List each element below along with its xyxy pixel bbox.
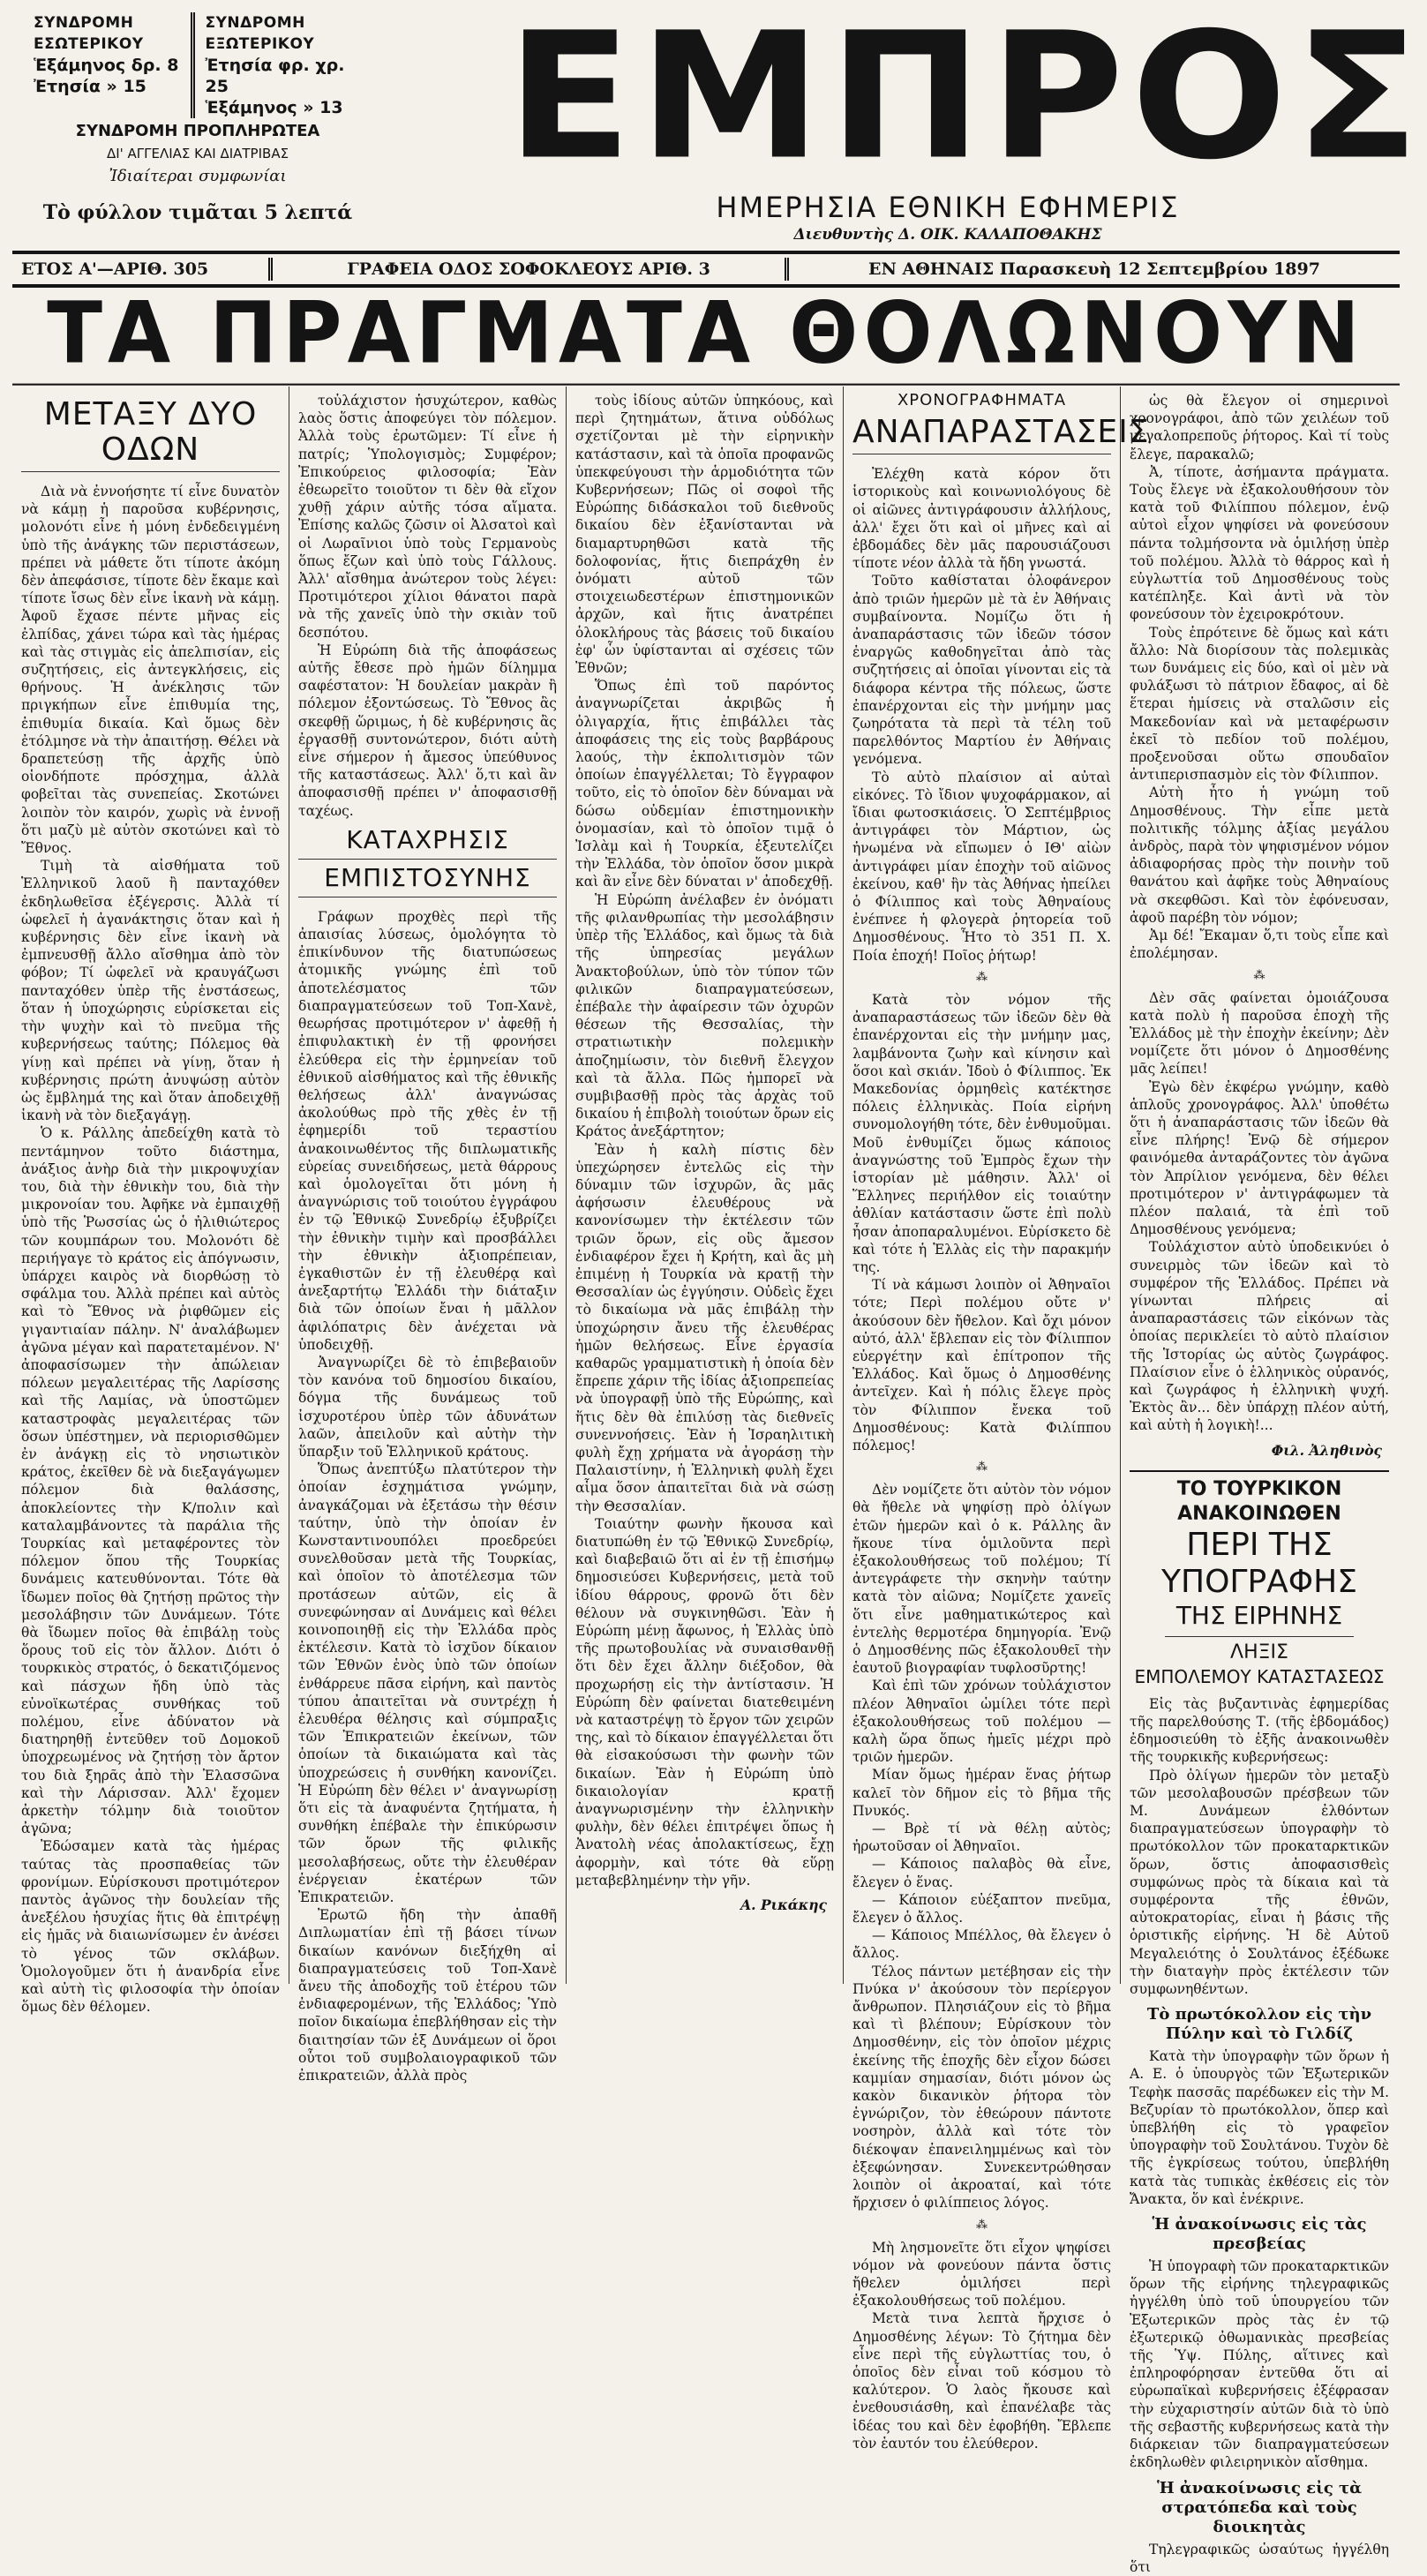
paragraph: Τέλος πάντων μετέβησαν εἰς τὴν Πνύκα ν' ἀκούσουν τὸν περίεργον ἄνθρωπον. Πλησιάζουν εἰς τὸ βῆμα καὶ τὶ βλέπουν; Εὑρίσκουν τὸν Δημοσθένην, εἰς τὸν ὁποῖον μέχρις ἐκείνης τῆς ἐποχῆς δὲν εἶχον δώσει καμμίαν σημασίαν, διότι μόνον ὡς κακὸν δικανικὸν ῥήτορα τὸν ἐγνώριζον, τὸν ἐθεώρουν πάντοτε νοσηρὸν, ἀλλὰ καὶ τότε τὸν διέκοψαν ἐπανειλημμένως καὶ τὸν ἐξεφώνησαν. Συνεκεντρώθησαν λοιπὸν οἱ ἀκροαταί, καὶ τότε ἤρχισεν ὁ φιλίππειος λόγος.: [852, 1963, 1111, 2212]
paragraph: Μίαν ὅμως ἡμέραν ἕνας ῥήτωρ καλεῖ τὸν δῆμον εἰς τὸ βῆμα τῆς Πνυκός.: [852, 1767, 1111, 1819]
newspaper-logo: ΕΜΠΡΟΣ: [507, 0, 1427, 199]
paragraph: Τιμὴ τὰ αἰσθήματα τοῦ Ἑλληνικοῦ λαοῦ ἢ πανταχόθεν ἐκδηλωθεῖσα ἐξέγερσις. Ἀλλὰ τί ὠφελεῖ ἡ ἀγανάκτησις ὅταν καὶ ἡ κυβέρνησις δὲν εἶνε ἱκανὴ νὰ ἐμπνευσθῇ ἄλλο αἴσθημα ἀπὸ τὸν φόβον; Τί ὠφελεῖ νὰ κραυγάζωσι πανταχόθεν ὑπὲρ τῆς ἐνστάσεως, ὅταν ἡ ὑποχώρησις εὑρίσκεται εἰς τὴν ψυχὴν καὶ τὸ πνεῦμα τῆς κυβερνήσεως ταύτης; Πόλεμος θὰ γίνῃ καὶ πρέπει νὰ γίνῃ, ὅταν ἡ κυβέρνησις πρώτη ἀνυψώσῃ αὐτὸν ὡς ἔμβλημά της καὶ ὅταν ἀποδειχθῇ ἱκανὴ νὰ τὸν διεξαγάγῃ.: [21, 858, 280, 1124]
column-4: [844, 387, 1150, 2452]
paragraph: Αὐτὴ ἦτο ἡ γνώμη τοῦ Δημοσθένους. Τὴν εἶπε μετὰ πολιτικῆς τόλμης ἀξίας μεγάλου ἀνδρὸς, παρὰ τὸν ψηφισμένον νόμον ἀδιαφορήσας πρὸς τὴν ποινὴν τοῦ θανάτου καὶ ἀφῆκε τοὺς Ἀθηναίους νὰ σκεφθῶσι. Καὶ τὸν ἐφόνευσαν, ἀφοῦ παρέβη τὸν νόμον;: [1130, 785, 1389, 926]
article-title-block: [1130, 1470, 1389, 1688]
article-title-line: ΠΕΡΙ ΤΗΣ ΥΠΟΓΡΑΦΗΣ: [1161, 1526, 1357, 1600]
article-title-line: ΤΟ ΤΟΥΡΚΙΚΟΝ ΑΝΑΚΟΙΝΩΘΕΝ: [1176, 1477, 1342, 1525]
paragraph: Δὲν σᾶς φαίνεται ὁμοιάζουσα κατὰ πολὺ ἡ παροῦσα ἐποχὴ τῆς Ἑλλάδος μὲ τὴν ἐποχὴν ἐκείνην; Δὲν νομίζετε ὅτι μόνον ὁ Δημοσθένης μᾶς λείπει!: [1130, 989, 1389, 1078]
subscription-exterior-title: ΣΥΝΔΡΟΜΗ ΕΞΩΤΕΡΙΚΟΥ: [205, 14, 315, 53]
subheading: Ἡ ἀνακοίνωσις εἰς τὰ στρατόπεδα καὶ τοὺς διοικητὰς: [1156, 2478, 1363, 2536]
subheading: Ἡ ἀνακοίνωσις εἰς τὰς πρεσβείας: [1152, 2215, 1367, 2254]
paragraph: Τοῦτο καθίσταται ὁλοφάνερον ἀπὸ τριῶν ἡμερῶν μὲ τὰ ἐν Ἀθήναις συμβαίνοντα. Νομίζω ὅτι ἡ ἀναπαράστασις τῶν ἰδεῶν τόσον ἐναργῶς καθοδηγεῖται ἀπὸ τὰς συζητήσεις αἱ ὁποῖαι γίνονται εἰς τὰ διάφορα κέντρα τῆς πόλεως, ὥστε ἐπανέρχονται εἰς τὴν μνήμην μας ζωηρότατα τὰ περὶ τὰ τέλη τοῦ παρελθόντος Μαρτίου ἐν Ἀθήναις γενόμενα.: [852, 573, 1111, 768]
paragraph: Πρὸ ὀλίγων ἡμερῶν τὸν μεταξὺ τῶν μεσολαβουσῶν πρέσβεων τῶν Μ. Δυνάμεων ἐλθόντων διαπραγματεύσεων ὑπογραφὴν τὸ πρωτόκολλον τῶν προκαταρκτικῶν ὅρων, ὅστις ἀποφασισθεὶς συμφώνως πρὸς τὰ δίκαια καὶ τὰ συμφέροντα τῆς ἐθνῶν, αὐτοκρατορίας, εἶναι ἡ βάσις τῆς ὁριστικῆς εἰρήνης. Ἡ δὲ Αὐτοῦ Μεγαλειότης ὁ Σουλτάνος ἐξέδωκε τὴν διαταγὴν πρὸς ἐκτέλεσιν τῶν συμφωνηθέντων.: [1130, 1767, 1389, 1998]
paragraph: Τοιαύτην φωνὴν ἤκουσα καὶ διατυπώθη ἐν τῷ Ἐθνικῷ Συνεδρίῳ, καὶ διαβεβαιῶ ὅτι αἱ ἐν τῇ ἐπισήμῳ δημοσιεύσει Κυβερνήσεις, μετὰ τοῦ ἰδίου θάρρους, φρονῶ ὅτι δὲν θέλουν νὰ συγκινηθῶσι. Ἐὰν ἡ Εὐρώπη μένῃ ἄφωνος, ἡ Ἑλλὰς ὑπὸ τῆς πρωτοβουλίας νὰ συναισθανθῇ ὅτι δὲν ἔχει ἄλλην διέξοδον, θὰ προχωρήσῃ εἰς τὴν ἀντίστασιν. Ἡ Εὐρώπη δὲν φαίνεται διατεθειμένη νὰ καταστρέψῃ τὸ ἔργον τῶν χειρῶν της, καὶ τὸ δίκαιον ἐπαγγέλλεται ὅτι θὰ εἰσακούσωσι τὴν φωνὴν τῶν δικαίων. Ἐὰν ἡ Εὐρώπη ὑπὸ δικαιολογίαν κρατῇ ἀναγνωρισμένην τὴν ἑλληνικὴν φυλὴν, δὲν θέλει ἐπιτρέψει ὅπως ἡ Ἀνατολὴ νέας ἀπολακτίσεως, ἔχῃ ἀφορμὴν, καὶ τότε θὰ εὕρῃ μεταβεβλημένην τὴν γῆν.: [575, 1515, 834, 1889]
ads-notice: ΔΙ' ΑΓΓΕΛΙΑΣ ΚΑΙ ΔΙΑΤΡΙΒΑΣ: [106, 146, 289, 161]
paragraph: Ἐγὼ δὲν ἐκφέρω γνώμην, καθὸ ἁπλοῦς χρονογράφος. Ἀλλ' ὑποθέτω ὅτι ἡ ἀναπαράστασις τῶν ἰδεῶν θὰ εἶνε πλήρης! Ἐνῷ δὲ σήμερον φαινόμεθα ἀνταράζοντες τὸν ἀγῶνα τὸν Ἀπρίλιον γενόμενα, δὲν θέλει προτιμότερον ν' ἀντιγράφωμεν τὰ πλέον παλαιά, τὰ ἐπὶ τοῦ Δημοσθένους γενόμενα;: [1130, 1078, 1389, 1238]
paragraph: Ἐλέχθη κατὰ κόρον ὅτι ἱστορικοὺς καὶ κοινωνιολόγους δὲ οἱ αἰῶνες ἀντιγράφουσιν ἀλλήλους, ἀλλ' ἔχει ὅτι καὶ οἱ μῆνες καὶ αἱ ἑβδομάδες δὲν μᾶς παρουσιάζουσι τίποτε νέον ἀλλὰ τὰ ἤδη γνωστά.: [852, 466, 1111, 572]
paragraph: ὡς θὰ ἔλεγον οἱ σημερινοὶ χρονογράφοι, ἀπὸ τῶν χειλέων τοῦ μεγαλοπρεποῦς ῥήτορος. Καὶ τί τοὺς ἔλεγε, παρακαλῶ;: [1130, 393, 1389, 462]
paragraph: Τὸ αὐτὸ πλαίσιον αἱ αὐταὶ εἰκόνες. Τὸ ἴδιον ψυχοφάρμακον, αἱ ἴδιαι φωτοσκιάσεις. Ὁ Σεπτέμβριος ἀντιγράφει τὸν Μάρτιον, ὡς ἠνωμένα νὰ εἴπωμεν ὁ ΙΘ' αἰὼν ἀντιγράφει μίαν ἐποχὴν τοῦ αἰῶνος ἐκείνου, καθ' ἣν τὰς Ἀθήνας ἠπείλει ὁ Φίλιππος καὶ τοὺς Ἀθηναίους ἐνέπνεε ἡ φλογερὰ ῥητορεία τοῦ Δημοσθένους. Ἦτο τὸ 351 Π. Χ. Ποία ἐποχή! Ποῖος ῥήτωρ!: [852, 769, 1111, 964]
column-1: [12, 387, 289, 2016]
office-address: ΓΡΑΦΕΙΑ ΟΔΟΣ ΣΟΦΟΚΛΕΟΥΣ ΑΡΙΘ. 3: [347, 259, 710, 279]
paragraph: Ἐὰν ἡ καλὴ πίστις δὲν ὑπεχώρησεν ἐντελῶς εἰς τὴν δύναμιν τῶν ἰσχυρῶν, ἂς μᾶς ἀφήσωσιν ἐλευθέρους νὰ κανονίσωμεν τὴν ἐκτέλεσιν τῶν τριῶν ὅρων, εἰς οὓς ἄμεσον ἐνδιαφέρον ἔχει ἡ Κρήτη, καὶ ἂς μὴ ἐπιμένῃ ἡ Τουρκία νὰ κρατῇ τὴν Θεσσαλίαν ὡς ἐγγύησιν. Οὐδεὶς ἔχει τὸ δικαίωμα νὰ μᾶς ἐπιβάλῃ τὴν ὑποχώρησιν ἄνευ τῆς ἐλευθέρας ἡμῶν θελήσεως. Εἶνε ἐργασία καθαρῶς γραμματιστικὴ ἡ ὁποία δὲν ἔπρεπε χάριν τῆς ἰδίας ἀξιοπρεπείας νὰ ὑπογραφῇ ὑπὸ τῆς Εὐρώπης, καὶ ἥτις δὲν θὰ ἐπιλύσῃ τὰς διεθνεῖς συνεννοήσεις. Ἐὰν ἡ Ἰσραηλιτικὴ φυλὴ ἔχῃ χρήματα νὰ ἀγοράσῃ τὴν Παλαιστίνην, ἡ Ἑλληνικὴ φυλὴ ἔχει αἷμα ὅσον ἀπαιτεῖται διὰ νὰ σώσῃ τὴν Θεσσαλίαν.: [575, 1141, 834, 1514]
article-title-line: ΚΑΤΑΧΡΗΣΙΣ: [346, 824, 509, 854]
paragraph: Μετὰ τινα λεπτὰ ἤρχισε ὁ Δημοσθένης λέγων: Τὸ ζήτημα δὲν εἶνε περὶ τῆς εὐγλωττίας του, ὁ ὁποῖος δὲν εἶναι τοῦ κόσμου τὸ καλύτερον. Ὁ λαὸς ἤκουσε καὶ ἐνεθουσιάσθη, καὶ ἐπανέλαβε τὰς ἰδέας του καὶ δὲν ἐφοβήθη. Ἔβλεπε τὸν ἑαυτόν του ἐλεύθερον.: [852, 2310, 1111, 2452]
article-title-line: ΤΗΣ ΕΙΡΗΝΗΣ: [1175, 1600, 1343, 1630]
paragraph: Ἀναγνωρίζει δὲ τὸ ἐπιβεβαιοῦν τὸν κανόνα τοῦ δημοσίου δικαίου, δόγμα τῆς δυνάμεως τοῦ ἰσχυροτέρου ὑπὲρ τῶν ἀδυνάτων λαῶν, ἀπειλοῦν καὶ αὐτὴν τὴν ὕπαρξιν τοῦ Ἑλληνικοῦ κράτους.: [298, 1354, 557, 1460]
main-headline: ΤΑ ΠΡΑΓΜΑΤΑ ΘΟΛΩΝΟΥΝ: [12, 285, 1400, 385]
subscription-interior: [34, 12, 191, 118]
paragraph: Ἡ Εὐρώπη ἀνέλαβεν ἐν ὀνόματι τῆς φιλανθρωπίας τὴν μεσολάβησιν ὑπὲρ τῆς Ἑλλάδος, καὶ ὅμως τὰ διὰ τῆς ὑπηρεσίας μεγάλων Ἀνακτοβούλων, ὑπὸ τὸν τύπον τῶν φιλικῶν διαπραγματεύσεων, ἐπέβαλε τὴν ἀφαίρεσιν τῶν ὁχυρῶν θέσεων τῆς Θεσσαλίας, τὴν στρατιωτικὴν πολεμικὴν ἀποζημίωσιν, τὸν διεθνῆ ἔλεγχον καὶ τὰ ἄλλα. Πῶς ἠμπορεῖ νὰ συμβιβασθῇ πρὸς τὰς ἀρχὰς τοῦ δικαίου ἡ ἐπιβολὴ τοιούτων ὅρων εἰς Κράτος ἀνεξάρτητον;: [575, 891, 834, 1140]
article-columns: [12, 387, 1400, 2575]
paragraph: Τηλεγραφικῶς ὡσαύτως ἠγγέλθη ὅτι: [1130, 2541, 1389, 2575]
paragraph: Κατὰ τὴν ὑπογραφὴν τῶν ὅρων ἡ Α. Ε. ὁ ὑπουργὸς τῶν Ἐξωτερικῶν Τεφὴκ πασσᾶς παρέδωκεν εἰς τὴν Μ. Βεζυρίαν τὸ πρωτόκολλον, ὅπερ καὶ ὑπεβλήθη εἰς τὸ γραφεῖον ὑπογραφὴν τοῦ Σουλτάνου. Τυχὸν δὲ τῆς ἐγκρίσεως τούτου, ὑπεβλήθη κατὰ τὰς τυπικὰς ἐκθέσεις εἰς τὸν Ἄνακτα, ὅν καὶ ἐνέκρινε.: [1130, 2048, 1389, 2207]
section-kicker: ΧΡΟΝΟΓΡΑΦΗΜΑΤΑ: [897, 391, 1067, 409]
paragraph: Ὁ κ. Ράλλης ἀπεδείχθη κατὰ τὸ πεντάμηνον τοῦτο διάστημα, ἀνάξιος ἀνὴρ διὰ τὴν μικροψυχίαν του, διὰ τὴν ἐθνικὴν του, διὰ τὴν μικρονοίαν του. Ἀφῆκε νὰ ἐμπαιχθῇ ὑπὸ τῆς Ῥωσσίας ὡς ὁ ἠλιθιώτερος τῶν κουμπάρων του. Μολονότι δὲ περιήγαγε τὸ κράτος εἰς ἀπόγνωσιν, ὑπάρχει καιρὸς νὰ διορθώσῃ τὸ σφάλμα του. Ἀλλὰ πρέπει καὶ αὐτὸς καὶ τὸ Ἔθνος νὰ ῥιφθῶμεν εἰς γιγαντιαίαν πάλην. Ν' ἀναλάβωμεν ἀγῶνα μέγαν καὶ παρατεταμένον. Ν' ἀποφασίσωμεν τὴν ἀπώλειαν πόλεων μεγαλειτέρας τῆς Λαρίσσης καὶ τῆς Λαμίας, νὰ ὑποστῶμεν καταστροφὰς μεγαλειτέρας τῶν ὅσων ὑπέστημεν, νὰ περιορισθῶμεν ἐν ἀνάγκῃ εἰς τὸ νησιωτικὸν κράτος, ἐκεῖθεν δὲ νὰ διεξαγάγωμεν πόλεμον διὰ θαλάσσης, ἀποκλείοντες τὴν Κ/πολιν καὶ καταλαμβάνοντες τὰ παράλια τῆς Τουρκίας καὶ μεταφέροντες τὸν πόλεμον ὅπου τῆς Τουρκίας δυνάμεις κατευθύνονται. Τότε θὰ ἴδωμεν ποῖος θὰ ζητήσῃ πρῶτος τὴν μεσολάβησιν τῶν Δυνάμεων. Τότε θὰ ἴδωμεν ποῖος θὰ ἐπιβάλῃ τοὺς ὅρους τοῦ εἰς τὸν ἄλλον. Διότι ὁ τουρκικὸς στρατός, ὁ δεκατιζόμενος καὶ πάσχων ἤδη ὑπὸ τὰς εὐνοϊκωτέρας συνθήκας τοῦ πολέμου, εἶνε ἀδύνατον νὰ διατηρηθῇ ἐντεῦθεν τοῦ Δομοκοῦ ὑποχρεωμένος νὰ ζητήσῃ τὸν ἄρτον του διὰ ξηρᾶς ἀπὸ τὴν Ἐλασσῶνα καὶ τὴν Λάρισσαν. Ἀλλ' ἔχομεν ἀρκετὴν τόλμην διὰ τοιοῦτον ἀγῶνα;: [21, 1125, 280, 1837]
paragraph: Γράφων προχθὲς περὶ τῆς ἀπαισίας λύσεως, ὁμολόγητα τὸ ἐπικίνδυνον τῆς διατυπώσεως ἀτομικῆς γνώμης ἐπὶ τοῦ ἀποτελέσματος τῶν διαπραγματεύσεων τοῦ Τοπ-Χανὲ, θεωρήσας προτιμότερον ν' ἀφεθῇ ἡ ἐπιφυλακτικὴ ἐν τῇ φρονήσει ἐλεύθερα εἰς τὴν ἑρμηνείαν τοῦ ἐθνικοῦ αἰσθήματος καὶ τῆς ἐθνικῆς θελήσεως ἀλλ' ἀναγνώσας ἀκολούθως πρὸ τῆς χθὲς ἐν τῇ ἐφημερίδι τοῦ τεραστίου ἀνακοινωθέντος τῆς διπλωματικῆς εὐρείας συνειδήσεως, μετὰ θάρρους καὶ ὁμολογεῖται ὅτι μόνη ἡ ἀναγνώρισις τοῦ τοιούτου ἐγγράφου ἐν τῷ Ἐθνικῷ Συνεδρίῳ ἐξυβρίζει τὴν ἐθνικὴν τιμὴν καὶ προσβάλλει τὴν ἐθνικὴν ἀξιοπρέπειαν, ἐγκαθιστῶν ἐν τῇ ἐλευθέρᾳ καὶ ἀνεξαρτήτῳ Ἑλλάδι τὴν διάταξιν διὰ τῶν ὁποίων ἔναι ἡ μᾶλλον ἀφιλόπατρις δὲν ἀνέχεται νὰ ὑποδειχθῇ.: [298, 908, 557, 1353]
paragraph: Ἀμ δέ! Ἔκαμαν ὅ,τι τοὺς εἶπε καὶ ἐπολέμησαν.: [1130, 928, 1389, 962]
subscription-interior-year: Ἐτησία » 15: [34, 77, 146, 96]
article-title: ΜΕΤΑΞΥ ΔΥΟ ΟΔΩΝ: [21, 397, 280, 472]
paragraph: Τί νὰ κάμωσι λοιπὸν οἱ Ἀθηναῖοι τότε; Περὶ πολέμου οὔτε ν' ἀκούσουν δὲν ἤθελον. Καὶ ὄχι μόνον αὐτό, ἀλλ' ἔβλεπαν εἰς τὸν Φίλιππον εὐεργέτην καὶ ἐπίτροπον τῆς Ἑλλάδος. Καὶ ὅμως ὁ Δημοσθένης ἀντεῖχεν. Καὶ ἡ πόλις ἔλεγε πρὸς τὸν Φίλιππον ἔνεκα τοῦ Δημοσθένους: Κατὰ Φιλίππου πόλεμος!: [852, 1277, 1111, 1453]
article-title: [298, 825, 557, 897]
column-5: [1121, 387, 1398, 2575]
issue-price: Τὸ φύλλον τιμᾶται 5 λεπτά: [42, 201, 353, 224]
paragraph: Ἡ Εὐρώπη διὰ τῆς ἀποφάσεως αὐτῆς ἔθεσε πρὸ ἡμῶν δίλημμα σαφέστατον: Ἡ δουλείαν μακρὰν ἢ πόλεμον ἐξοντώσεως. Τὸ Ἔθνος ἂς σκεφθῇ ὥριμως, ἡ δὲ κυβέρνησις ἂς ἐργασθῇ συντονώτερον, διότι αὐτὴ εἶνε σήμερον ἡ ἄμεσος ὑπεύθυνος τῆς καταστάσεως. Ἀλλ' ὅ,τι καὶ ἂν ἀποφασισθῇ πρέπει ν' ἀποφασισθῇ ταχέως.: [298, 642, 557, 819]
paragraph: Ἐδώσαμεν κατὰ τὰς ἡμέρας ταύτας τὰς προσπαθείας τῶν φρονίμων. Εὑρίσκουσι προτιμότερον παντὸς ἀγῶνος τὴν δουλείαν τῆς ἀνεξέλου ἡσυχίας ἥτις θὰ ἐπιτρέψῃ εἰς ἡμᾶς νὰ διαιωνίσωμεν ἐν ἀνέσει τὸ γένος τῶν σκλάβων. Ὁμολογοῦμεν ὅτι ἡ ἀνανδρία εἶνε καὶ αὐτὴ τὶς φιλοσοφία τὴν ὁποίαν ὅμως δὲν θέλομεν.: [21, 1838, 280, 2016]
paragraph: — Βρὲ τί νὰ θέλῃ αὐτὸς; ἠρωτοῦσαν οἱ Ἀθηναῖοι.: [852, 1821, 1111, 1855]
paragraph: Διὰ νὰ ἐννοήσητε τί εἶνε δυνατὸν νὰ κάμῃ ἡ παροῦσα κυβέρνησις, μολονότι εἶνε ἡ μόνη ἐνδεδειγμένη ὑπὸ τῆς ἀνάγκης τῶν περιστάσεων, πρέπει νὰ μάθετε ὅτι τίποτε ἀκόμη δὲν ἀπεφάσισε, τίποτε δὲν ἔκαμε καὶ τίποτε ἴσως δὲν εἶνε ἱκανὴ νὰ κάμῃ. Ἀφοῦ ἔχασε πέντε μῆνας εἰς ἐλπίδας, χάνει τώρα καὶ τὰς ἡμέρας καὶ τὰς στιγμὰς εἰς ἀπελπισίαν, εἰς συζητήσεις, εἰς ἀντεγκλήσεις, εἰς θρήνους. Ἡ ἀνέκλησις τῶν πριγκήπων εἶνε ἐπιθυμία της, ἐπιθυμία δικαία. Καὶ ὅμως δὲν ἐτόλμησε νὰ τὴν ἀπαιτήσῃ. Θέλει νὰ δραπετεύσῃ τῆς ἀρχῆς ὑπὸ οἱονδήποτε πρόσχημα, ἀλλὰ φοβεῖται τὰς συνεπείας. Σκοτώνει λοιπὸν τὸν καιρόν, χωρὶς νὰ ἐννοῇ ὅτι μαζὺ μὲ αὐτὸν σκοτώνει καὶ τὸ Ἔθνος.: [21, 484, 280, 857]
newspaper-subtitle: ΗΜΕΡΗΣΙΑ ΕΘΝΙΚΗ ΕΦΗΜΕΡΙΣ: [716, 191, 1180, 224]
director-line: Διευθυντὴς Δ. ΟΙΚ. ΚΑΛΑΠΟΘΑΚΗΣ: [793, 226, 1102, 244]
column-3: [567, 387, 844, 1984]
subscription-info: [34, 12, 362, 224]
paragraph: Μὴ λησμονεῖτε ὅτι εἶχον ψηφίσει νόμον νὰ φονεύουν πάντα ὅστις ἤθελεν ὁμιλήσει περὶ ἐξακολουθήσεως τοῦ πολέμου.: [852, 2239, 1111, 2309]
issue-date: ΕΝ ΑΘΗΝΑΙΣ Παρασκευὴ 12 Σεπτεμβρίου 1897: [868, 259, 1320, 279]
paragraph: — Κάποιον εὐέξαπτον πνεῦμα, ἔλεγεν ὁ ἄλλος.: [852, 1891, 1111, 1926]
subscription-exterior: [191, 12, 363, 118]
asterism-divider: ⁂: [976, 1461, 988, 1475]
author-signature: Α. Ρικάκης: [740, 1896, 827, 1914]
paragraph: — Κάποιος παλαβὸς θὰ εἶνε, ἔλεγεν ὁ ἕνας.: [852, 1856, 1111, 1890]
subheading: Τὸ πρωτόκολλον εἰς τὴν Πύλην καὶ τὸ Γιλδίζ: [1146, 2005, 1372, 2044]
paragraph: Δὲν νομίζετε ὅτι αὐτὸν τὸν νόμον θὰ ἤθελε νὰ ψηφίσῃ πρὸ ὀλίγων ἐτῶν ἡμερῶν καὶ ὁ κ. Ράλλης ἂν ἤκουε τίνα ὁμιλοῦντα περὶ ἐξακολουθήσεως τοῦ πολέμου; Τί ἀντεγράφετε τὴν σκηνὴν ταύτην κατὰ τὸν αἰῶνα; Νομίζετε χανεῖς ὅτι εἶνε μαθηματικώτερος καὶ ἐντελὴς θερμοτέρα δημηγορία. Ἐνῷ ὁ Δημοσθένης πῶς ἐξακολουθεῖ τὴν ἑαυτοῦ βιογραφίαν τυφλοσῦρτης!: [852, 1482, 1111, 1677]
paragraph: τοὺς ἰδίους αὐτῶν ὑπηκόους, καὶ περὶ ζητημάτων, ἅτινα οὐδόλως σχετίζονται μὲ τὴν εἰρηνικὴν κατάστασιν, καὶ τὰ ὁποῖα προφανῶς ὑπεκφεύγουσι τὴν ἁρμοδιότητα τῶν Κυβερνήσεων; Πῶς οἱ σοφοὶ τῆς Εὐρώπης διδάσκαλοι τοῦ διεθνοῦς δικαίου δὲν ἐξανίστανται νὰ διαμαρτυρηθῶσι κατὰ τῆς δολοφονίας, ἥτις διεπράχθη ἐν ὀνόματι αὐτοῦ τῶν στοιχειωδεστέρων ἐπιστημονικῶν ἀρχῶν, καὶ ἥτις ἀνατρέπει ὁλοκλήρους τὰς βάσεις τοῦ δικαίου ἐφ' ὧν ὑφίστανται αἱ σχέσεις τῶν Ἐθνῶν;: [575, 393, 834, 677]
paragraph: Ὅπως ἀνεπτύξω πλατύτερον τὴν ὁποίαν ἐσχημάτισα γνώμην, ἀναγκάζομαι νὰ ἐξετάσω τὴν θέσιν ταύτην, ὑπὸ τὴν ὁποίαν ἐν Κωνσταντινουπόλει προεδρεύει συνελθοῦσαν μετὰ τῆς Τουρκίας, καὶ ὁποῖον τὸ ἀποτέλεσμα τῶν προτάσεων αὐτῶν, εἰς ἃ συνεφώνησαν αἱ Δυνάμεις καὶ θέλει κοινοποιηθῇ εἰς τὴν Ἑλλάδα πρὸς ἐκτέλεσιν. Κατὰ τὸ ἰσχῦον δίκαιον τῶν Ἐθνῶν ἑνὸς ὑπὸ τῶν ὁποίων ἐνθάρρευε πᾶσα εἰρήνη, καὶ παντὸς τύπου ἀπαιτεῖται νὰ συντρέχῃ ἡ ἐλευθέρα θέλησις καὶ σύμπραξις τῶν Ἐπικρατειῶν ἐκείνων, τῶν ὁποίων τὰ δικαιώματα καὶ τὰς ὑποχρεώσεις ἡ συνθήκη κανονίζει. Ἡ Εὐρώπη δὲν θέλει ν' ἀναγνωρίσῃ ὅτι εἰς τὰ ἀναφυέντα ζητήματα, ἡ συνθήκη ἐπέβαλε τὴν ἐπικύρωσιν τῶν ὅρων τῆς φιλικῆς μεσολαβήσεως, οὔτε τὴν ἐλευθέραν ἐνέργειαν ἑκατέρων τῶν Ἐπικρατειῶν.: [298, 1461, 557, 1906]
paragraph: Τοὐλάχιστον αὐτὸ ὑποδεικνύει ὁ συνειρμὸς τῶν ἰδεῶν καὶ τὸ συμφέρον τῆς Ἑλλάδος. Πρέπει νὰ γίνωνται πλήρεις αἱ ἀναπαραστάσεις τῶν εἰκόνων τὰς ὁποίας περικλείει τὸ αὐτὸ πλαίσιον τῆς Ἱστορίας ὡς αὐτὸς ζωγράφος. Πλαίσιον εἶνε ὁ ἑλληνικὸς οὐρανός, καὶ ζωγράφος ἡ ἑλληνικὴ ψυχή. Ἐκτὸς ἂν... δὲν ὑπάρχῃ πλέον αὐτή, καὶ αὐτὴ ἡ λογικὴ!...: [1130, 1239, 1389, 1434]
paragraph: τοὐλάχιστον ἡσυχώτερον, καθὼς λαὸς ὅστις ἀποφεύγει τὸν πόλεμον. Ἀλλὰ τοὺς ἐρωτῶμεν: Τί εἶνε ἡ πατρίς; Ὑπολογισμὸς; Συμφέρον; Ἐπικούρειος φιλοσοφία; Ἐὰν ἐθεωρεῖτο τοιοῦτον τι δὲν θὰ εἴχον χυθῇ χάριν αὐτῆς τόσα αἵματα. Ἐπίσης καλῶς ζῶσιν οἱ Ἀλσατοὶ καὶ οἱ Λωραῖνιοι ὑπὸ τοὺς Γερμανοὺς ὅπως ἔζων καὶ ὑπὸ τοὺς Γάλλους. Ἀλλ' αἴσθημα ἀνώτερον τοὺς λέγει: Προτιμότεροι χίλιοι θάνατοι παρὰ νὰ τῆς χανεῖς ὑπὸ τὴν σκιὰν τοῦ δεσπότου.: [298, 393, 557, 641]
column-2: [289, 387, 567, 2084]
subscription-exterior-year: Ἐτησία φρ. χρ. 25: [205, 56, 345, 96]
paragraph: Ἡ ὑπογραφὴ τῶν προκαταρκτικῶν ὅρων τῆς εἰρήνης τηλεγραφικῶς ἠγγέλθη ὑπὸ τοῦ ὑπουργείου τῶν Ἐξωτερικῶν πρὸς τὰς ἐν τῷ ἐξωτερικῷ ὀθωμανικὰς πρεσβείας τῆς Ὑψ. Πύλης, αἵτινες καὶ ἐπληροφόρησαν ἐντεῦθα ὅτι αἱ εὐρωπαϊκαὶ κυβερνήσεις ἐξέφρασαν τὴν εὐχαριστησίν αὐτῶν διὰ τὸ ὑπὸ τῆς σεβαστῆς κυβερνήσεως κατὰ τὴν διάρκειαν τῶν διαπραγματεύσεων ἐκδηλωθὲν φιλειρηνικὸν αἴσθημα.: [1130, 2258, 1389, 2471]
asterism-divider: ⁂: [976, 970, 988, 984]
subscription-interior-title: ΣΥΝΔΡΟΜΗ ΕΣΩΤΕΡΙΚΟΥ: [34, 14, 144, 53]
asterism-divider: ⁂: [1253, 968, 1266, 982]
paragraph: Ἀ, τίποτε, ἀσήμαντα πράγματα. Τοὺς ἔλεγε νὰ ἐξακολουθήσουν τὸν κατὰ τοῦ Φιλίππου πόλεμον, ἐνῷ αὐτοὶ εἶχον ψηφίσει νὰ φονεύσουν πάντα τολμήσοντα νὰ ὁμιλήσῃ ὑπὲρ τοῦ πολέμου. Ἀλλὰ τὸ θάρρος καὶ ἡ εὐγλωττία τοῦ Δημοσθένους τοὺς κατέπληξε. Καὶ ἀντὶ νὰ τὸν φονεύσουν τὸν ἐχειροκρότουν.: [1130, 463, 1389, 623]
article-title-line: ΕΜΠΙΣΤΟΣΥΝΗΣ: [298, 859, 557, 893]
paragraph: Τοὺς ἐπρότεινε δὲ ὅμως καὶ κάτι ἄλλο: Νὰ διορίσουν τὰς πολεμικὰς των δυνάμεις εἰς δύο, καὶ οἱ μὲν νὰ φυλάξωσι τὸ πάτριον ἔδαφος, αἱ δὲ ἕτεραι ἡμίσεις νὰ σταλῶσιν εἰς Μακεδονίαν καὶ νὰ μεταφέρωσιν ἐκεῖ τὸ πεδίον τοῦ πολέμου, προξενοῦσαι οὕτω σπουδαῖον ἀντιπερισπασμὸν εἰς τὸν Φίλιππον.: [1130, 624, 1389, 784]
paragraph: — Κάποιος Μπέλλος, θὰ ἔλεγεν ὁ ἄλλος.: [852, 1927, 1111, 1962]
paragraph: Ὅπως ἐπὶ τοῦ παρόντος ἀναγνωρίζεται ἀκριβῶς ἡ ὀλιγαρχία, ἥτις ἐπιβάλλει τὰς ἀποφάσεις της εἰς τοὺς βαρβάρους λαούς, τὴν ἐκπολιτισμὸν τῶν ὁποίων ἐπαγγέλλεται; Τὸ ἔγγραφον τοῦτο, εἰς τὸ ὁποῖον δὲν δύναμαι νὰ δώσω οὐδεμίαν ἐπιστημονικὴν ὀνομασίαν, καὶ τὸ ὁποῖον τιμᾷ ὁ Ἰσλὰμ καὶ ἡ Τουρκία, ἐξευτελίζει τὴν Ἑλλάδα, τὸν ὁποῖον ὅσον μικρὰ καὶ ἂν εἶνε δὲν δύναται ν' ἀποδεχθῇ.: [575, 678, 834, 890]
article-subtitle-line: ΛΗΞΙΣ: [1165, 1636, 1354, 1665]
subscription-interior-semester: Ἑξάμηνος δρ. 8: [34, 56, 179, 75]
paragraph: Εἰς τὰς βυζαντινὰς ἐφημερίδας τῆς παρελθούσης Τ. (τῆς ἑβδομάδος) ἐδημοσιεύθη τὸ ἑξῆς ἀνακοινωθὲν τῆς τουρκικῆς κυβερνήσεως:: [1130, 1695, 1389, 1766]
article-subtitle-line: ΕΜΠΟΛΕΜΟΥ ΚΑΤΑΣΤΑΣΕΩΣ: [1134, 1665, 1385, 1687]
subscription-exterior-semester: Ἑξάμηνος » 13: [205, 98, 343, 117]
paragraph: Ἐρωτῶ ἤδη τὴν ἀπαθῆ Διπλωματίαν ἐπὶ τῇ βάσει τίνων δικαίων κανόνων διεξήχθη αἱ διαπραγματεύσεις τοῦ Τοπ-Χανὲ ἄνευ τῆς ἀποδοχῆς τοῦ ἑτέρου τῶν ἐνδιαφερομένων, τῆς Ἑλλάδος; Ὑπὸ ποῖον δικαίωμα ἐπεβλήθησαν εἰς τὴν διαιτησίαν τῶν ἐξ Δυνάμεων οἱ ὅροι οὗτοι τοῦ συμβολαιογραφικοῦ τῶν ἐπικρατειῶν, ἀλλὰ πρὸς: [298, 1907, 557, 2084]
subscription-prepaid: ΣΥΝΔΡΟΜΗ ΠΡΟΠΛΗΡΩΤΕΑ: [75, 122, 320, 140]
issue-number: ΕΤΟΣ Α'—ΑΡΙΘ. 305: [21, 259, 209, 279]
paragraph: Κατὰ τὸν νόμον τῆς ἀναπαραστάσεως τῶν ἰδεῶν δὲν θὰ ἐπανέρχονται εἰς τὴν μνήμην μας, λαμβάνοντα ζωὴν καὶ κίνησιν καὶ ὅσοι καὶ σκιάν. Ἰδοὺ ὁ Φίλιππος. Ἐκ Μακεδονίας ὁρμηθεὶς κατέκτησε πόλεις ἑλληνικὰς. Ποία εἰρήνη συνομολογήθη τότε, δὲν ἐνθυμοῦμαι. Μοῦ ἐνθυμίζει ὅμως κάποιος ἀναγνώστης τοῦ Ἐμπρὸς ἔχων τὴν ἱστορίαν μὲ μάθησιν. Ἀλλ' οἱ Ἕλληνες περιήλθον εἰς τοιαύτην ἀθλίαν κατάστασιν ὥστε ἐπὶ πολὺ ἦσαν ἀποπαραλυμένοι. Εὑρίσκετο δὲ καὶ τότε ἡ Ἑλλὰς εἰς τὴν παρακμήν της.: [852, 991, 1111, 1275]
masthead: [12, 0, 1427, 254]
special-agreements: Ἰδιαίτεραι συμφωνίαι: [109, 167, 287, 185]
article-title: ΑΝΑΠΑΡΑΣΤΑΣΕΙΣ: [852, 415, 1111, 454]
author-signature: Φιλ. Ἀληθινὸς: [1271, 1441, 1382, 1459]
asterism-divider: ⁂: [976, 2218, 988, 2232]
paragraph: Καὶ ἐπὶ τῶν χρόνων τοὐλάχιστον πλέον Ἀθηναῖοι ὡμίλει τότε περὶ ἐξακολουθήσεως τοῦ πολέμου — καλὴ ὥρα ὅπως ἡμεῖς μέχρι πρὸ τριῶν ἡμερῶν.: [852, 1678, 1111, 1766]
